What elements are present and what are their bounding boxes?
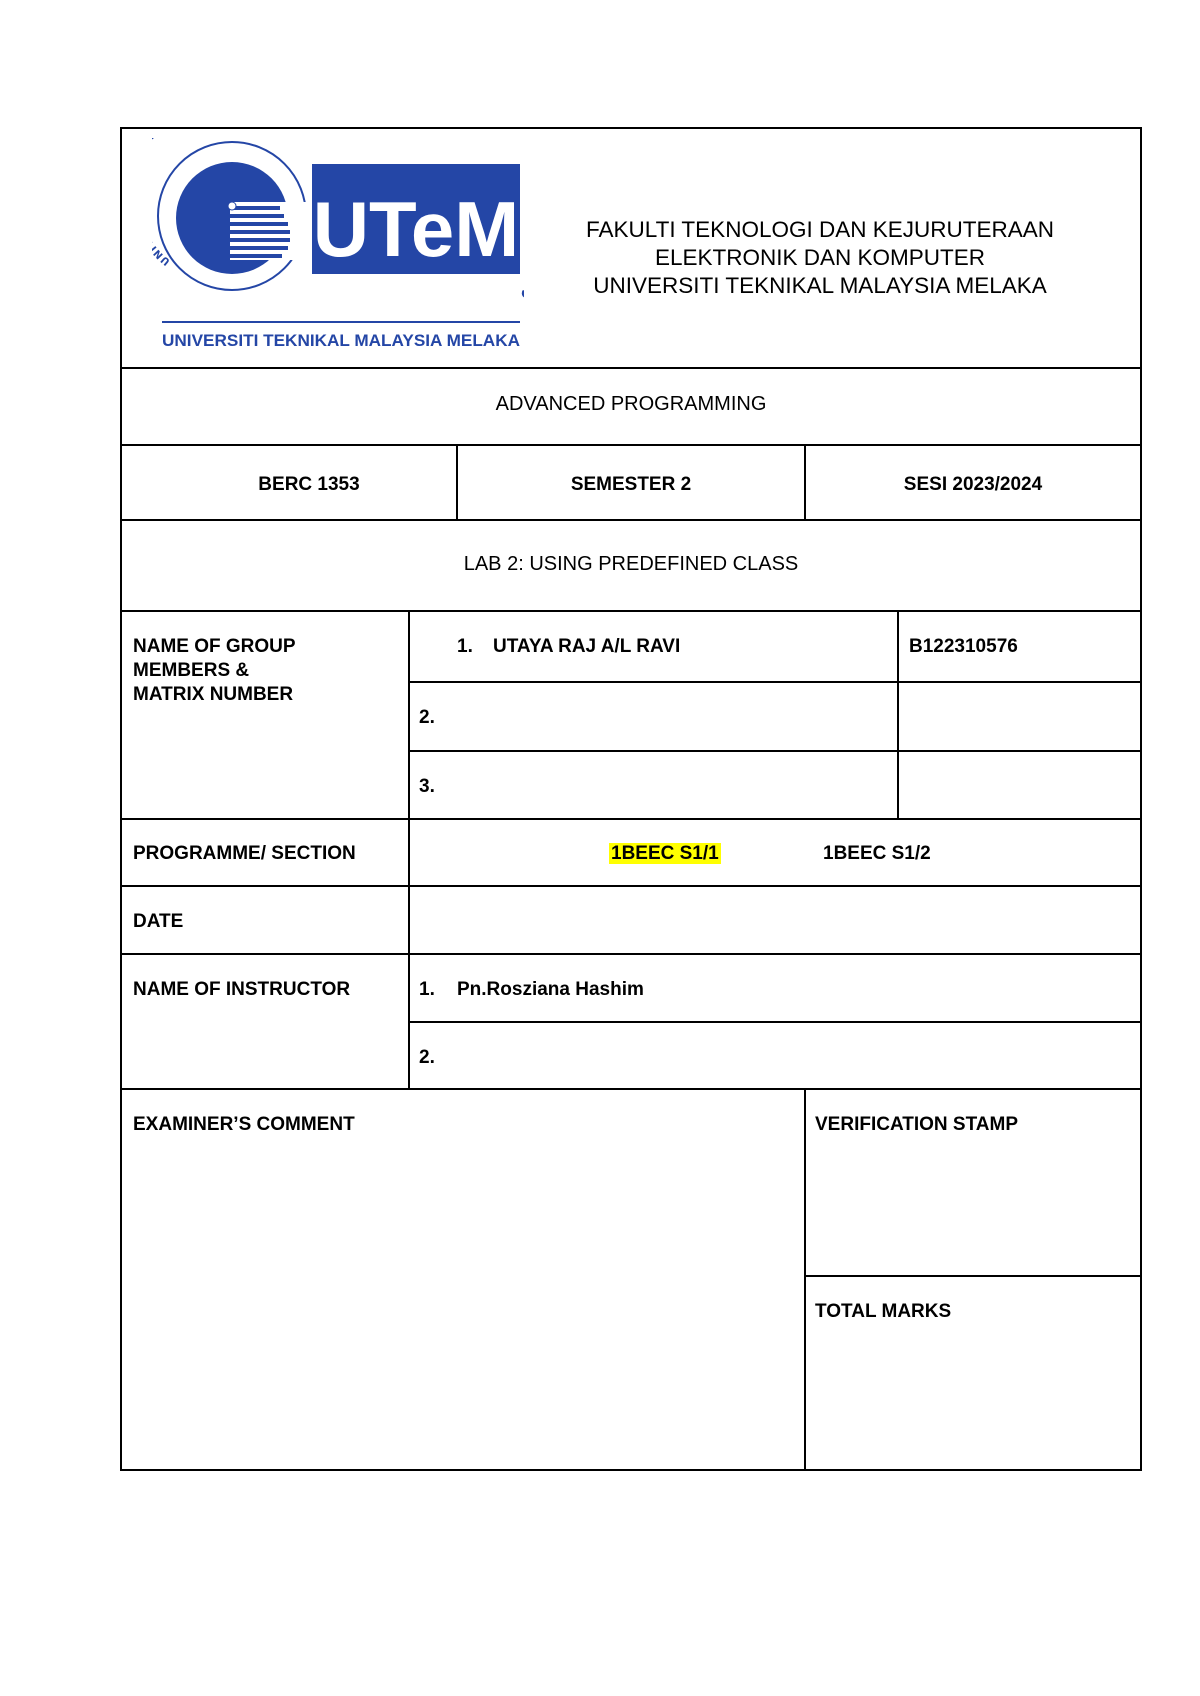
- members-label-line-1: NAME OF GROUP: [133, 636, 296, 657]
- instructor-label: NAME OF INSTRUCTOR: [133, 979, 351, 1000]
- verification-stamp-label: VERIFICATION STAMP: [815, 1114, 1019, 1135]
- divider: [120, 610, 1142, 612]
- date-label: DATE: [133, 911, 184, 932]
- members-label-line-2: MEMBERS &: [133, 660, 250, 681]
- member-2-number: 2.: [419, 707, 435, 728]
- total-marks-label: TOTAL MARKS: [815, 1301, 952, 1322]
- divider: [408, 681, 1142, 683]
- programme-option-1[interactable]: [609, 842, 721, 865]
- divider: [408, 750, 1142, 752]
- border-top: [120, 127, 1142, 129]
- faculty-line-1: FAKULTI TEKNOLOGI DAN KEJURUTERAAN: [585, 217, 1054, 242]
- course-title: ADVANCED PROGRAMMING: [495, 393, 767, 415]
- divider: [120, 367, 1142, 369]
- divider: [120, 953, 1142, 955]
- course-code: BERC 1353: [258, 474, 360, 495]
- semester: SEMESTER 2: [570, 474, 692, 495]
- programme-label: PROGRAMME/ SECTION: [133, 843, 356, 864]
- members-label: [133, 635, 296, 707]
- member-1-number: 1.: [457, 636, 473, 657]
- member-1-matrix[interactable]: B122310576: [909, 636, 1018, 657]
- session: SESI 2023/2024: [903, 474, 1043, 495]
- examiner-comment-label: EXAMINER’S COMMENT: [133, 1114, 355, 1135]
- programme-option-2[interactable]: 1BEEC S1/2: [823, 843, 931, 864]
- border-bottom: [120, 1469, 1142, 1471]
- divider: [120, 444, 1142, 446]
- ring-text: UN: [152, 246, 173, 268]
- jawi-text: [520, 272, 524, 305]
- member-3-number: 3.: [419, 776, 435, 797]
- border-left: [120, 127, 122, 1471]
- divider: [408, 1021, 1142, 1023]
- faculty-line-3: UNIVERSITI TEKNIKAL MALAYSIA MELAKA: [593, 273, 1047, 298]
- members-label-line-3: MATRIX NUMBER: [133, 684, 294, 705]
- instructor-1-name[interactable]: Pn.Rosziana Hashim: [457, 979, 644, 1000]
- instructor-1-number: 1.: [419, 979, 435, 1000]
- programme-option-1-text: 1BEEC S1/1: [611, 843, 719, 864]
- instructor-2-number: 2.: [419, 1047, 435, 1068]
- lab-title: LAB 2: USING PREDEFINED CLASS: [463, 553, 799, 575]
- divider: [408, 610, 410, 1090]
- divider: [120, 1088, 1142, 1090]
- divider: [804, 1088, 806, 1471]
- faculty-header: [540, 216, 1100, 300]
- divider: [120, 885, 1142, 887]
- faculty-line-2: ELEKTRONIK DAN KOMPUTER: [654, 245, 986, 270]
- border-right: [1140, 127, 1142, 1471]
- divider: [897, 610, 899, 820]
- brand-text: UTeM: [312, 185, 520, 273]
- divider: [120, 818, 1142, 820]
- divider: [120, 519, 1142, 521]
- divider: [804, 1275, 1142, 1277]
- logo-footer-text: UNIVERSITI TEKNIKAL MALAYSIA MELAKA: [162, 332, 521, 350]
- utem-logo: [152, 138, 524, 360]
- member-1-name[interactable]: UTAYA RAJ A/L RAVI: [493, 636, 681, 657]
- utem-emblem: [152, 138, 524, 360]
